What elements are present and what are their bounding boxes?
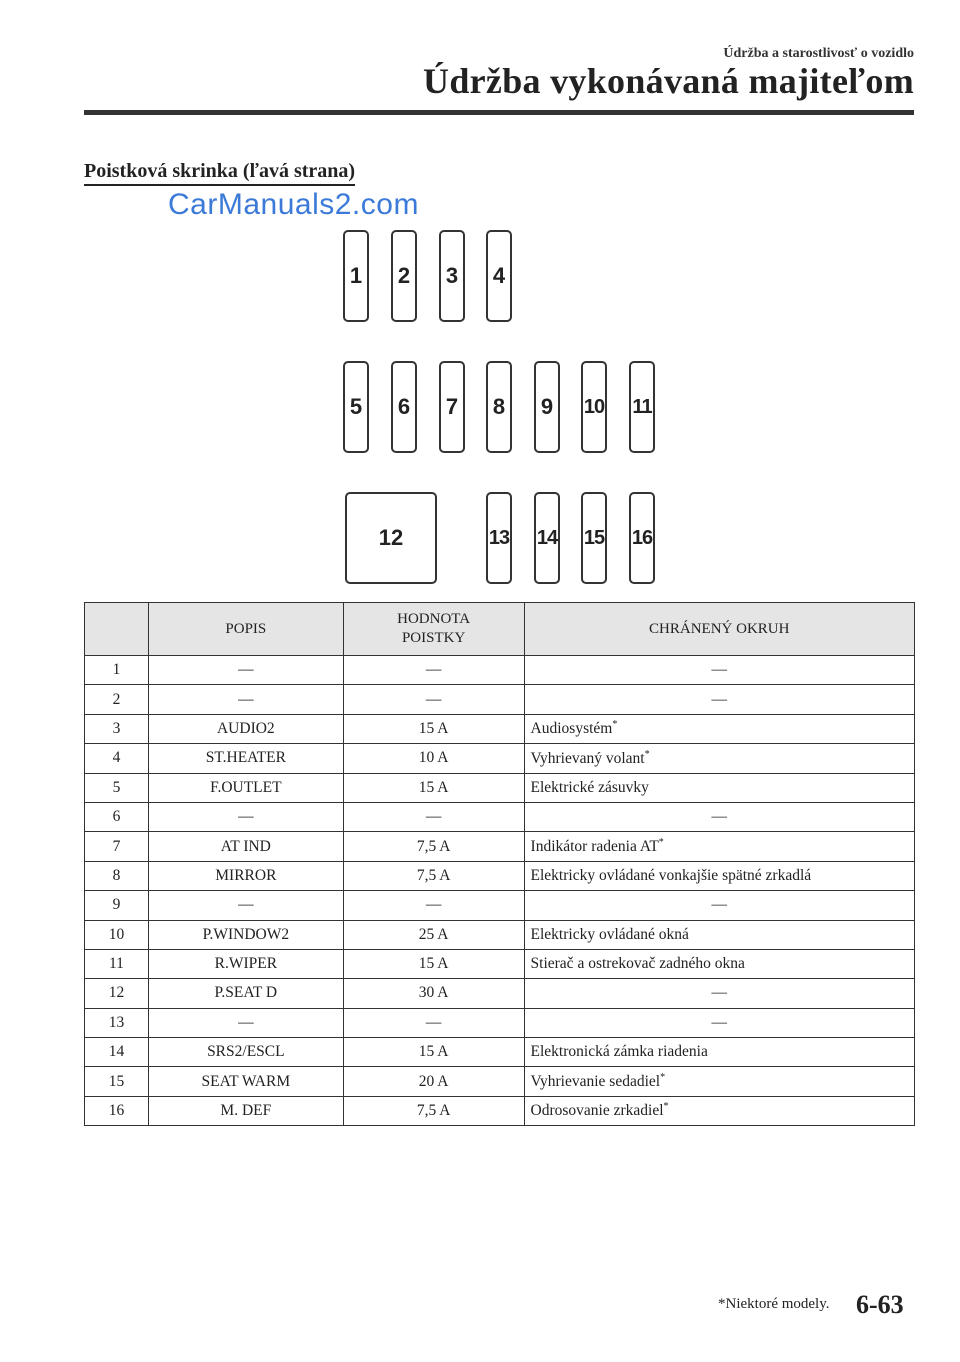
cell-description-text: ST.HEATER	[205, 749, 286, 767]
cell-circuit-text: —	[711, 808, 728, 826]
cell-rating	[343, 685, 524, 714]
fuse-13: 13	[486, 492, 512, 584]
fuse-9: 9	[534, 361, 560, 453]
fuse-table	[84, 602, 915, 1126]
cell-description	[148, 685, 343, 714]
cell-circuit	[524, 714, 914, 743]
cell-number-text: 2	[112, 690, 121, 708]
cell-circuit	[524, 773, 914, 802]
cell-rating-text: 7,5 A	[416, 837, 451, 855]
cell-description	[148, 1008, 343, 1037]
fuse-3: 3	[439, 230, 465, 322]
cell-circuit-text: Elektronická zámka riadenia	[530, 1043, 708, 1061]
table-row	[85, 714, 915, 743]
cell-number	[85, 1096, 149, 1125]
cell-description	[148, 891, 343, 920]
cell-circuit	[524, 920, 914, 949]
page-number: 6-63	[856, 1290, 904, 1319]
header-rating-line1: HODNOTA	[397, 611, 471, 627]
cell-number-text: 16	[108, 1102, 125, 1120]
cell-circuit-text: Vyhrievaný volant	[530, 749, 645, 767]
fuse-16: 16	[629, 492, 655, 584]
cell-number	[85, 685, 149, 714]
cell-number-text: 9	[112, 896, 121, 914]
cell-description	[148, 832, 343, 861]
cell-rating	[343, 1038, 524, 1067]
page-title: Údržba vykonávaná majiteľom	[423, 61, 914, 101]
cell-circuit	[524, 1008, 914, 1037]
cell-number	[85, 656, 149, 685]
cell-circuit	[524, 832, 914, 861]
cell-circuit	[524, 979, 914, 1008]
cell-rating-text: 7,5 A	[416, 866, 451, 884]
fuse-15: 15	[581, 492, 607, 584]
cell-circuit-text: Elektrické zásuvky	[530, 778, 649, 796]
cell-rating-text: —	[425, 808, 442, 826]
header-number	[85, 603, 149, 656]
cell-description	[148, 979, 343, 1008]
table-row	[85, 1038, 915, 1067]
cell-number	[85, 744, 149, 773]
cell-circuit	[524, 1096, 914, 1125]
cell-rating-text: —	[425, 690, 442, 708]
fuse-7: 7	[439, 361, 465, 453]
table-row	[85, 949, 915, 978]
table-row	[85, 1067, 915, 1096]
cell-number	[85, 1008, 149, 1037]
fuse-14: 14	[534, 492, 560, 584]
cell-rating-text: 15 A	[418, 1043, 449, 1061]
cell-number-text: 1	[112, 661, 121, 679]
fuse-1: 1	[343, 230, 369, 322]
cell-rating	[343, 744, 524, 773]
cell-rating	[343, 920, 524, 949]
cell-description-text: —	[238, 896, 254, 914]
section-heading: Poistková skrinka (ľavá strana)	[84, 160, 355, 186]
cell-number	[85, 861, 149, 890]
cell-number-text: 10	[108, 925, 125, 943]
header-description: POPIS	[148, 603, 343, 656]
cell-rating	[343, 861, 524, 890]
fuse-8: 8	[486, 361, 512, 453]
cell-circuit	[524, 656, 914, 685]
cell-number	[85, 832, 149, 861]
cell-number	[85, 891, 149, 920]
cell-number-text: 8	[112, 866, 121, 884]
table-row	[85, 1096, 915, 1125]
table-row	[85, 744, 915, 773]
header-rating-line2: POISTKY	[401, 630, 466, 646]
fuse-5: 5	[343, 361, 369, 453]
cell-circuit	[524, 891, 914, 920]
cell-number-text: 7	[112, 837, 121, 855]
cell-circuit	[524, 1038, 914, 1067]
cell-circuit-text: —	[711, 1013, 728, 1031]
cell-description-text: SRS2/ESCL	[207, 1043, 285, 1061]
cell-description	[148, 744, 343, 773]
cell-number-text: 15	[108, 1072, 125, 1090]
cell-description	[148, 773, 343, 802]
cell-description	[148, 920, 343, 949]
cell-number-text: 4	[112, 749, 121, 767]
cell-rating	[343, 979, 524, 1008]
cell-rating	[343, 714, 524, 743]
cell-rating	[343, 949, 524, 978]
cell-circuit-text: Stierač a ostrekovač zadného okna	[530, 955, 745, 973]
cell-rating-text: 25 A	[418, 925, 449, 943]
cell-circuit-text: Vyhrievanie sedadiel	[530, 1073, 661, 1091]
cell-description	[148, 656, 343, 685]
cell-number-text: 6	[112, 808, 121, 826]
header-circuit: CHRÁNENÝ OKRUH	[524, 603, 914, 656]
table-row	[85, 891, 915, 920]
cell-description-text: R.WIPER	[214, 955, 278, 973]
cell-rating-text: 7,5 A	[416, 1102, 451, 1120]
cell-number-text: 11	[108, 955, 124, 973]
cell-description-text: SEAT WARM	[201, 1072, 291, 1090]
cell-number	[85, 979, 149, 1008]
table-header-row	[85, 603, 915, 656]
cell-number-text: 3	[112, 719, 121, 737]
cell-circuit-text: —	[711, 984, 728, 1002]
table-row	[85, 861, 915, 890]
table-row	[85, 685, 915, 714]
cell-rating-text: 10 A	[418, 749, 449, 767]
cell-circuit	[524, 1067, 914, 1096]
footer-note: *Niektoré modely.	[718, 1296, 830, 1312]
cell-number-text: 13	[108, 1013, 125, 1031]
fuse-6: 6	[391, 361, 417, 453]
cell-number-text: 14	[108, 1043, 125, 1061]
table-row	[85, 656, 915, 685]
cell-description	[148, 802, 343, 831]
cell-rating	[343, 1096, 524, 1125]
watermark: CarManuals2.com	[168, 188, 419, 221]
cell-description	[148, 1038, 343, 1067]
cell-description	[148, 949, 343, 978]
fuse-2: 2	[391, 230, 417, 322]
footnote-marker: *	[660, 1072, 666, 1084]
table-row	[85, 1008, 915, 1037]
cell-rating-text: —	[425, 1013, 442, 1031]
cell-description-text: P.SEAT D	[214, 984, 278, 1002]
header-rating	[343, 603, 524, 656]
cell-description	[148, 861, 343, 890]
cell-rating	[343, 891, 524, 920]
table-row	[85, 832, 915, 861]
footnote-marker: *	[612, 719, 618, 731]
cell-description-text: M. DEF	[220, 1102, 272, 1120]
cell-description-text: —	[238, 1013, 254, 1031]
cell-number	[85, 1038, 149, 1067]
cell-circuit	[524, 949, 914, 978]
cell-circuit-text: —	[711, 690, 728, 708]
cell-rating-text: —	[425, 896, 442, 914]
cell-description	[148, 1067, 343, 1096]
cell-rating	[343, 802, 524, 831]
table-row	[85, 802, 915, 831]
cell-circuit-text: Audiosystém	[530, 720, 613, 738]
cell-number	[85, 802, 149, 831]
header-rule	[84, 110, 914, 115]
footnote-marker: *	[644, 748, 650, 760]
cell-description	[148, 714, 343, 743]
fuse-12: 12	[345, 492, 437, 584]
cell-circuit	[524, 685, 914, 714]
table-row	[85, 773, 915, 802]
cell-rating-text: 20 A	[418, 1072, 449, 1090]
cell-rating-text: —	[425, 661, 442, 679]
cell-circuit	[524, 861, 914, 890]
cell-description	[148, 1096, 343, 1125]
cell-rating	[343, 1008, 524, 1037]
cell-rating	[343, 832, 524, 861]
cell-description-text: AT IND	[220, 837, 271, 855]
cell-rating-text: 30 A	[418, 984, 449, 1002]
cell-circuit-text: Elektricky ovládané okná	[530, 925, 689, 943]
fuse-4: 4	[486, 230, 512, 322]
cell-number	[85, 949, 149, 978]
cell-rating-text: 15 A	[418, 955, 449, 973]
cell-rating	[343, 1067, 524, 1096]
cell-description-text: —	[238, 661, 254, 679]
cell-description-text: P.WINDOW2	[202, 925, 290, 943]
cell-circuit-text: —	[711, 661, 728, 679]
cell-circuit	[524, 802, 914, 831]
cell-circuit	[524, 744, 914, 773]
cell-circuit-text: Indikátor radenia AT	[530, 838, 659, 856]
table-row	[85, 920, 915, 949]
cell-rating	[343, 773, 524, 802]
header-subtitle: Údržba a starostlivosť o vozidlo	[723, 46, 914, 61]
cell-number-text: 5	[112, 778, 121, 796]
cell-description-text: —	[238, 690, 254, 708]
cell-circuit-text: Elektricky ovládané vonkajšie spätné zrkadlá	[530, 866, 812, 884]
table-row	[85, 979, 915, 1008]
cell-number	[85, 1067, 149, 1096]
cell-circuit-text: Odrosovanie zrkadiel	[530, 1102, 664, 1120]
cell-circuit-text: —	[711, 896, 728, 914]
cell-description-text: AUDIO2	[216, 719, 275, 737]
cell-number	[85, 773, 149, 802]
cell-rating-text: 15 A	[418, 778, 449, 796]
fuse-11: 11	[629, 361, 655, 453]
footnote-marker: *	[658, 836, 664, 848]
cell-description-text: F.OUTLET	[210, 778, 282, 796]
cell-description-text: MIRROR	[215, 866, 277, 884]
cell-rating	[343, 656, 524, 685]
cell-description-text: —	[238, 808, 254, 826]
footnote-marker: *	[663, 1101, 669, 1113]
fuse-10: 10	[581, 361, 607, 453]
cell-number	[85, 714, 149, 743]
cell-rating-text: 15 A	[418, 719, 449, 737]
cell-number-text: 12	[108, 984, 125, 1002]
cell-number	[85, 920, 149, 949]
